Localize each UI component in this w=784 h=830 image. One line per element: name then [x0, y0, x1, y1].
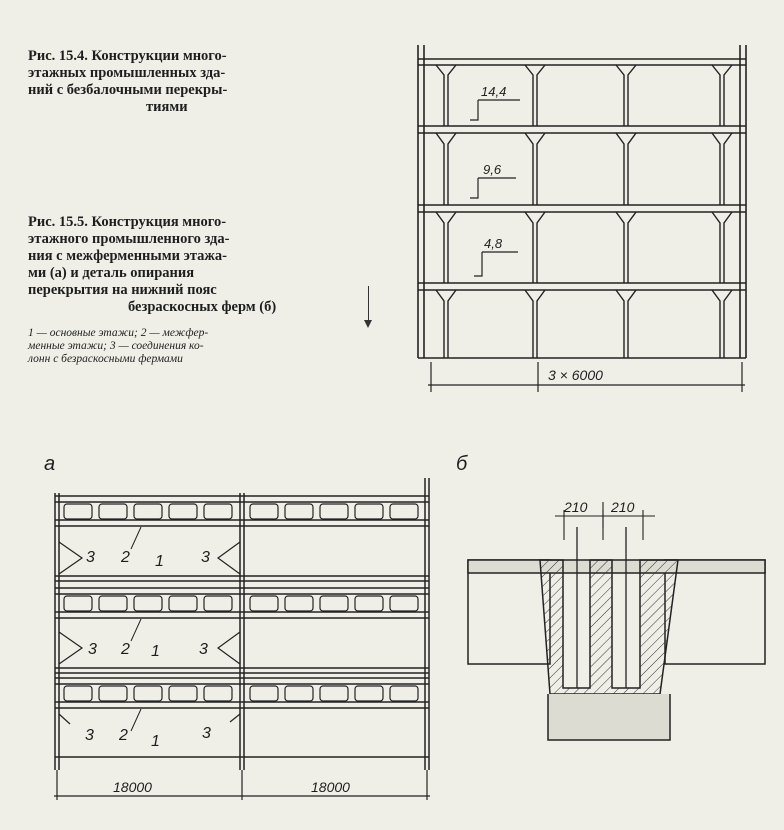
- column: [525, 290, 545, 358]
- truss: [55, 588, 429, 618]
- member-labels: [85, 549, 211, 750]
- figure-15-5a-drawing: [54, 478, 430, 800]
- column: [616, 65, 636, 126]
- legend-line: 1 — основные этажи; 2 — межфер-: [28, 327, 209, 339]
- column: [616, 133, 636, 205]
- column: [712, 290, 732, 358]
- span-dimension-right: 18000: [311, 779, 350, 795]
- figure-15-5b-drawing: [468, 502, 765, 740]
- elevation-label: 9,6: [483, 162, 502, 177]
- caption-line: безраскосных ферм (б): [128, 299, 277, 315]
- label-2: 2: [121, 549, 130, 566]
- truss: [55, 496, 429, 526]
- legend-line: лонн с безраскосными фермами: [28, 353, 183, 365]
- column: [616, 290, 636, 358]
- floor-slab: [418, 205, 746, 212]
- legend-line: менные этажи; 3 — соединения ко-: [28, 340, 204, 352]
- label-3: 3: [202, 725, 211, 742]
- truss: [55, 678, 429, 708]
- column: [436, 65, 456, 126]
- label-3: 3: [88, 641, 97, 658]
- caption-line: ний с безбалочными перекры-: [28, 82, 228, 98]
- caption-line: этажного промышленного зда-: [28, 231, 230, 247]
- detail-dimension-right: 210: [611, 499, 635, 515]
- column: [712, 65, 732, 126]
- caption-line: ния с межферменными этажа-: [28, 248, 227, 264]
- elevation-label: 4,8: [484, 236, 503, 251]
- label-3: 3: [85, 727, 94, 744]
- floor-slab: [418, 126, 746, 133]
- label-1: 1: [151, 643, 160, 660]
- column: [436, 133, 456, 205]
- label-3: 3: [199, 641, 208, 658]
- detail-dimension-left: 210: [564, 499, 588, 515]
- caption-line: ми (а) и деталь опирания: [28, 265, 195, 281]
- label-3: 3: [201, 549, 210, 566]
- label-2: 2: [119, 727, 128, 744]
- panel-letter-a: а: [44, 453, 56, 475]
- column: [712, 133, 732, 205]
- column: [525, 65, 545, 126]
- figure-15-4-drawing: [418, 45, 746, 392]
- span-dimension-left: 18000: [113, 779, 152, 795]
- column: [436, 290, 456, 358]
- column: [525, 212, 545, 283]
- label-3: 3: [86, 549, 95, 566]
- caption-line: Рис. 15.5. Конструкция много-: [28, 214, 227, 230]
- caption-line: тиями: [146, 99, 188, 115]
- caption-line: перекрытия на нижний пояс: [28, 282, 217, 298]
- column: [616, 212, 636, 283]
- floor-slab: [418, 283, 746, 290]
- panel-letter-b: б: [456, 453, 468, 475]
- caption-line: Рис. 15.4. Конструкции много-: [28, 48, 227, 64]
- column: [436, 212, 456, 283]
- span-dimension: 3 × 6000: [548, 367, 603, 383]
- column: [525, 133, 545, 205]
- label-1: 1: [151, 733, 160, 750]
- floor-slab: [418, 59, 746, 65]
- caption-line: этажных промышленных зда-: [28, 65, 226, 81]
- label-2: 2: [121, 641, 130, 658]
- column: [712, 212, 732, 283]
- label-1: 1: [155, 553, 164, 570]
- elevation-label: 14,4: [481, 84, 507, 99]
